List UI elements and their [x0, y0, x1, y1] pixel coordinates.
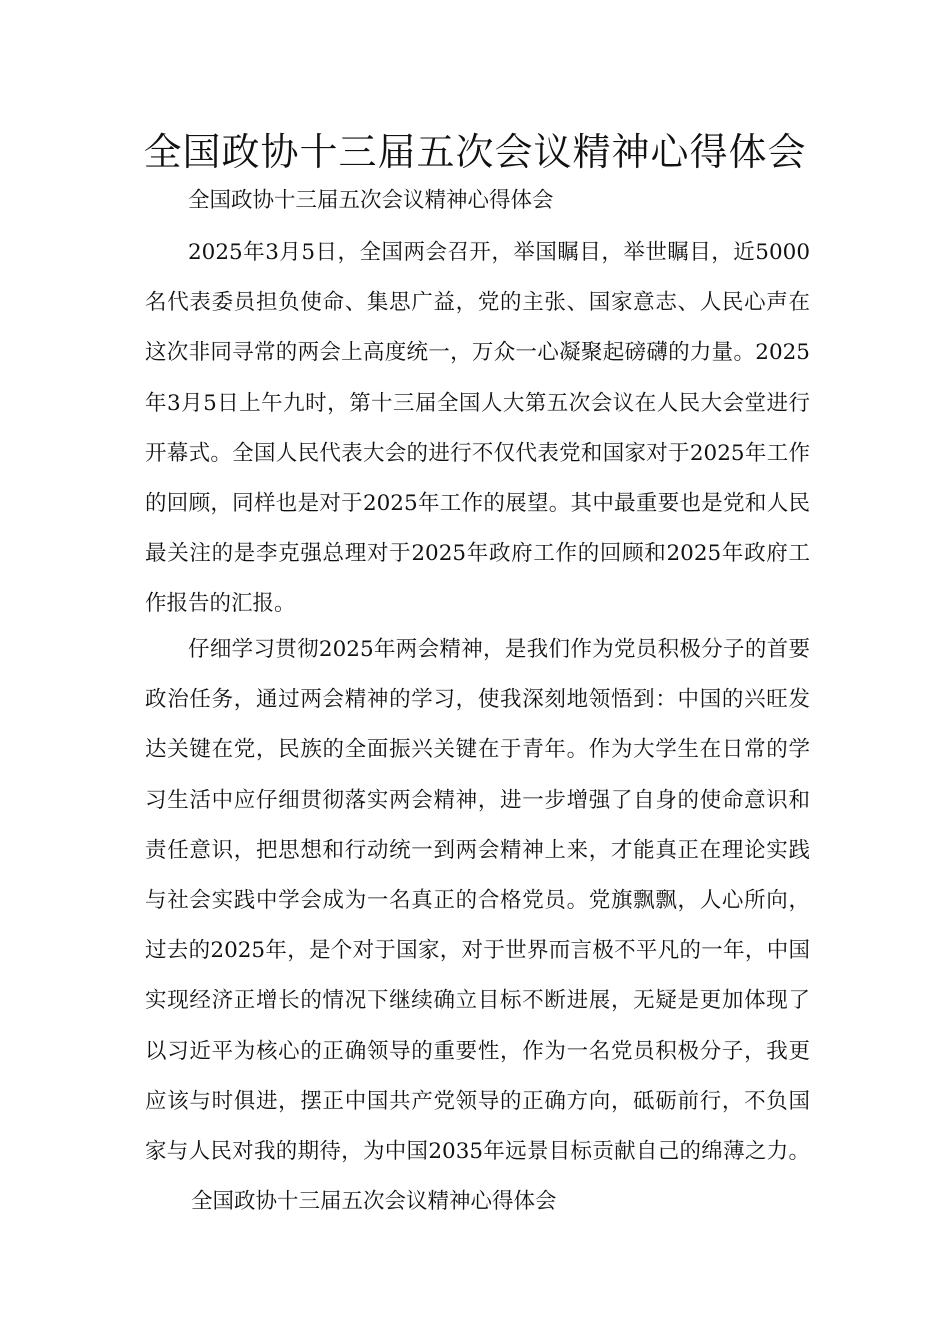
trailing-title: 全国政协十三届五次会议精神心得体会 [191, 1189, 557, 1215]
paragraph-2-text: 仔细学习贯彻2025年两会精神，是我们作为党员积极分子的首要政治任务，通过两会精神的学习，使我深刻地领悟到：中国的兴旺发达关键在党，民族的全面振兴关键在于青年。作为大学生在日常的学习生活中应仔细贯彻落实两会精神，进一步增强了自身的使命意识和责任意识，把思想和行动统一到两会精神上来，才能真正在理论实践与社会实践中学会成为一名真正的合格党员。党旗飘飘，人心所向，过去的2025年，是个对于国家，对于世界而言极不平凡的一年，中国实现经济正增长的情况下继续确立目标不断进展，无疑是更加体现了以习近平为核心的正确领导的重要性，作为一名党员积极分子，我更应该与时俱进，摆正中国共产党领导的正确方向，砥砺前行，不负国家与人民对我的期待，为中国2035年远景目标贡献自己的绵薄之力。 [145, 637, 810, 1165]
document-title: 全国政协十三届五次会议精神心得体会 [143, 130, 807, 174]
paragraph-1: 2025年3月5日，全国两会召开，举国瞩目，举世瞩目，近5000名代表委员担负使命、集思广益，党的主张、国家意志、人民心声在这次非同寻常的两会上高度统一，万众一心凝聚起磅礴的力量。2025年3月5日上午九时，第十三届全国人大第五次会议在人民大会堂进行开幕式。全国人民代表大会的进行不仅代表党和国家对于2025年工作的回顾，同样也是对于2025年工作的展望。其中最重要也是党和人民最关注的是李克强总理对于2025年政府工作的回顾和2025年政府工作报告的汇报。 [145, 240, 810, 617]
paragraph-2 [145, 625, 810, 1227]
document-subtitle: 全国政协十三届五次会议精神心得体会 [188, 188, 554, 213]
